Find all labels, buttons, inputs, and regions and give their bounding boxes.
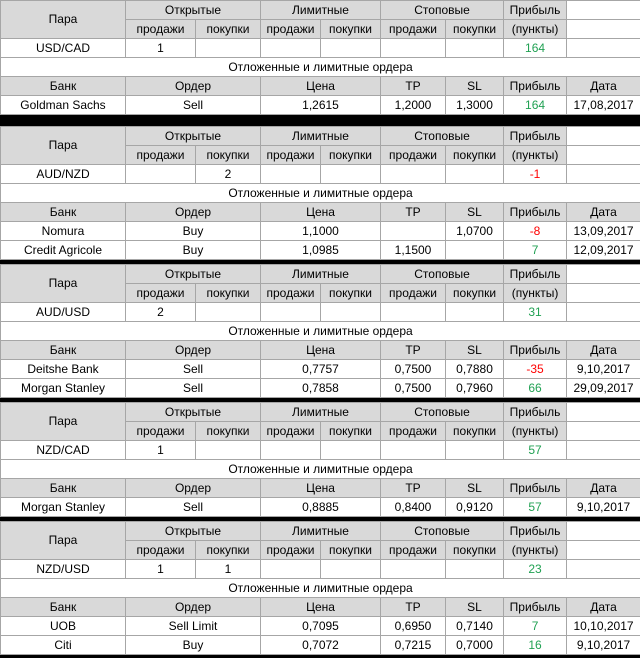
empty-cell: [567, 284, 640, 303]
date-header: Дата: [567, 77, 640, 96]
pending-title-row: [1, 58, 640, 77]
pair-profit: 164: [504, 39, 567, 58]
open-sales: 1: [126, 560, 196, 579]
price-header: Цена: [261, 77, 381, 96]
price-header: Цена: [261, 203, 381, 222]
pair-header: Пара: [1, 265, 126, 303]
buys-subheader: покупки: [196, 541, 261, 560]
order-tp: 0,6950: [381, 617, 446, 636]
open-sales: 1: [126, 39, 196, 58]
order-profit: -8: [504, 222, 567, 241]
stop-header: Стоповые: [381, 265, 504, 284]
empty-cell: [381, 560, 446, 579]
order-row: [1, 222, 640, 241]
open-buys: [196, 441, 261, 460]
price-header: Цена: [261, 598, 381, 617]
orders-header-row: [1, 77, 640, 96]
empty-cell: [567, 560, 640, 579]
bank-header: Банк: [1, 479, 126, 498]
open-sales: [126, 165, 196, 184]
order-profit-header: Прибыль: [504, 203, 567, 222]
order-profit-header: Прибыль: [504, 341, 567, 360]
buys-subheader: покупки: [196, 20, 261, 39]
order-type: Sell: [126, 379, 261, 398]
positions-header-row: [1, 1, 640, 20]
pending-title-row: [1, 184, 640, 203]
pending-title: Отложенные и лимитные ордера: [1, 322, 640, 341]
order-tp: [381, 222, 446, 241]
sl-header: SL: [446, 341, 504, 360]
bank-name: UOB: [1, 617, 126, 636]
empty-cell: [446, 303, 504, 322]
sales-subheader: продажи: [126, 541, 196, 560]
open-buys: 1: [196, 560, 261, 579]
pair-table: [0, 264, 640, 398]
sl-header: SL: [446, 77, 504, 96]
order-sl: [446, 241, 504, 260]
order-type: Sell: [126, 360, 261, 379]
pair-name: NZD/CAD: [1, 441, 126, 460]
empty-cell: [261, 165, 321, 184]
tp-header: TP: [381, 598, 446, 617]
empty-cell: [261, 441, 321, 460]
order-type: Buy: [126, 241, 261, 260]
sales-subheader: продажи: [381, 146, 446, 165]
pending-title: Отложенные и лимитные ордера: [1, 58, 640, 77]
sales-subheader: продажи: [261, 541, 321, 560]
order-header: Ордер: [126, 203, 261, 222]
order-type: Buy: [126, 222, 261, 241]
orders-header-row: [1, 203, 640, 222]
order-date: 9,10,2017: [567, 498, 640, 517]
empty-cell: [567, 541, 640, 560]
empty-cell: [446, 39, 504, 58]
order-header: Ордер: [126, 479, 261, 498]
orders-header-row: [1, 479, 640, 498]
buys-subheader: покупки: [446, 20, 504, 39]
empty-cell: [567, 20, 640, 39]
empty-cell: [567, 165, 640, 184]
bank-name: Morgan Stanley: [1, 379, 126, 398]
empty-cell: [321, 560, 381, 579]
bank-header: Банк: [1, 203, 126, 222]
order-tp: 0,7215: [381, 636, 446, 655]
order-date: 17,08,2017: [567, 96, 640, 115]
positions-header-row: [1, 127, 640, 146]
buys-subheader: покупки: [196, 284, 261, 303]
tp-header: TP: [381, 203, 446, 222]
empty-cell: [261, 303, 321, 322]
pending-title: Отложенные и лимитные ордера: [1, 579, 640, 598]
bank-header: Банк: [1, 598, 126, 617]
order-date: 9,10,2017: [567, 360, 640, 379]
order-sl: 0,7000: [446, 636, 504, 655]
pair-name: AUD/USD: [1, 303, 126, 322]
order-price: 1,0985: [261, 241, 381, 260]
sales-subheader: продажи: [381, 422, 446, 441]
pair-header: Пара: [1, 522, 126, 560]
orders-header-row: [1, 341, 640, 360]
buys-subheader: покупки: [446, 422, 504, 441]
empty-cell: [261, 560, 321, 579]
profit-header: Прибыль: [504, 127, 567, 146]
positions-row: [1, 165, 640, 184]
positions-row: [1, 39, 640, 58]
buys-subheader: покупки: [446, 541, 504, 560]
pending-title: Отложенные и лимитные ордера: [1, 460, 640, 479]
order-profit: 164: [504, 96, 567, 115]
order-type: Sell Limit: [126, 617, 261, 636]
order-price: 0,7757: [261, 360, 381, 379]
sales-subheader: продажи: [381, 20, 446, 39]
sl-header: SL: [446, 203, 504, 222]
pair-table: [0, 0, 640, 115]
order-header: Ордер: [126, 77, 261, 96]
order-profit: 66: [504, 379, 567, 398]
order-profit: 16: [504, 636, 567, 655]
open-header: Открытые: [126, 1, 261, 20]
pair-profit: -1: [504, 165, 567, 184]
tp-header: TP: [381, 479, 446, 498]
date-header: Дата: [567, 598, 640, 617]
open-sales: 2: [126, 303, 196, 322]
limit-header: Лимитные: [261, 403, 381, 422]
order-tp: 0,8400: [381, 498, 446, 517]
order-profit-header: Прибыль: [504, 598, 567, 617]
sl-header: SL: [446, 479, 504, 498]
tp-header: TP: [381, 77, 446, 96]
price-header: Цена: [261, 479, 381, 498]
pending-title: Отложенные и лимитные ордера: [1, 184, 640, 203]
empty-cell: [567, 522, 640, 541]
empty-cell: [567, 127, 640, 146]
order-date: 29,09,2017: [567, 379, 640, 398]
buys-subheader: покупки: [321, 284, 381, 303]
pending-title-row: [1, 460, 640, 479]
positions-header-row: [1, 265, 640, 284]
sales-subheader: продажи: [126, 20, 196, 39]
stop-header: Стоповые: [381, 403, 504, 422]
pair-block: [0, 521, 640, 655]
order-type: Sell: [126, 498, 261, 517]
points-subheader: (пункты): [504, 284, 567, 303]
open-header: Открытые: [126, 265, 261, 284]
pair-name: USD/CAD: [1, 39, 126, 58]
order-row: [1, 617, 640, 636]
sales-subheader: продажи: [381, 541, 446, 560]
empty-cell: [567, 265, 640, 284]
order-sl: 0,7880: [446, 360, 504, 379]
open-header: Открытые: [126, 403, 261, 422]
order-price: 1,1000: [261, 222, 381, 241]
order-tp: 0,7500: [381, 360, 446, 379]
empty-cell: [446, 441, 504, 460]
positions-row: [1, 441, 640, 460]
order-row: [1, 360, 640, 379]
order-row: [1, 241, 640, 260]
order-row: [1, 96, 640, 115]
empty-cell: [567, 403, 640, 422]
sl-header: SL: [446, 598, 504, 617]
points-subheader: (пункты): [504, 422, 567, 441]
bank-name: Credit Agricole: [1, 241, 126, 260]
empty-cell: [381, 39, 446, 58]
sales-subheader: продажи: [261, 422, 321, 441]
order-row: [1, 379, 640, 398]
limit-header: Лимитные: [261, 522, 381, 541]
empty-cell: [567, 441, 640, 460]
order-type: Sell: [126, 96, 261, 115]
buys-subheader: покупки: [446, 284, 504, 303]
empty-cell: [381, 441, 446, 460]
pair-block: [0, 126, 640, 260]
order-profit-header: Прибыль: [504, 479, 567, 498]
pair-profit: 23: [504, 560, 567, 579]
price-header: Цена: [261, 341, 381, 360]
order-sl: 0,9120: [446, 498, 504, 517]
empty-cell: [381, 303, 446, 322]
buys-subheader: покупки: [321, 146, 381, 165]
empty-cell: [321, 165, 381, 184]
stop-header: Стоповые: [381, 522, 504, 541]
order-price: 0,7095: [261, 617, 381, 636]
pair-profit: 31: [504, 303, 567, 322]
limit-header: Лимитные: [261, 265, 381, 284]
order-header: Ордер: [126, 598, 261, 617]
positions-header-row: [1, 522, 640, 541]
profit-header: Прибыль: [504, 403, 567, 422]
sales-subheader: продажи: [261, 20, 321, 39]
profit-header: Прибыль: [504, 522, 567, 541]
order-row: [1, 498, 640, 517]
order-tp: 0,7500: [381, 379, 446, 398]
pair-block: [0, 264, 640, 398]
order-profit: 7: [504, 617, 567, 636]
order-tp: 1,1500: [381, 241, 446, 260]
bank-name: Morgan Stanley: [1, 498, 126, 517]
order-profit: 57: [504, 498, 567, 517]
pair-profit: 57: [504, 441, 567, 460]
bank-name: Citi: [1, 636, 126, 655]
stop-header: Стоповые: [381, 127, 504, 146]
order-sl: 0,7960: [446, 379, 504, 398]
sales-subheader: продажи: [261, 146, 321, 165]
pair-header: Пара: [1, 127, 126, 165]
order-sl: 1,0700: [446, 222, 504, 241]
order-price: 0,8885: [261, 498, 381, 517]
order-date: 13,09,2017: [567, 222, 640, 241]
pair-name: NZD/USD: [1, 560, 126, 579]
pending-title-row: [1, 579, 640, 598]
buys-subheader: покупки: [196, 422, 261, 441]
points-subheader: (пункты): [504, 541, 567, 560]
buys-subheader: покупки: [196, 146, 261, 165]
empty-cell: [567, 39, 640, 58]
empty-cell: [567, 303, 640, 322]
buys-subheader: покупки: [321, 541, 381, 560]
sales-subheader: продажи: [261, 284, 321, 303]
bank-name: Deitshe Bank: [1, 360, 126, 379]
tp-header: TP: [381, 341, 446, 360]
order-header: Ордер: [126, 341, 261, 360]
buys-subheader: покупки: [446, 146, 504, 165]
pair-table: [0, 402, 640, 517]
empty-cell: [321, 303, 381, 322]
empty-cell: [321, 441, 381, 460]
order-date: 9,10,2017: [567, 636, 640, 655]
pair-table: [0, 126, 640, 260]
open-header: Открытые: [126, 522, 261, 541]
empty-cell: [261, 39, 321, 58]
pair-header: Пара: [1, 1, 126, 39]
pair-table: [0, 521, 640, 655]
empty-cell: [567, 1, 640, 20]
empty-cell: [567, 422, 640, 441]
sales-subheader: продажи: [126, 146, 196, 165]
open-sales: 1: [126, 441, 196, 460]
open-header: Открытые: [126, 127, 261, 146]
sales-subheader: продажи: [126, 284, 196, 303]
positions-header-row: [1, 403, 640, 422]
bank-name: Goldman Sachs: [1, 96, 126, 115]
stop-header: Стоповые: [381, 1, 504, 20]
open-buys: [196, 39, 261, 58]
positions-row: [1, 560, 640, 579]
pair-header: Пара: [1, 403, 126, 441]
profit-header: Прибыль: [504, 265, 567, 284]
buys-subheader: покупки: [321, 422, 381, 441]
bank-header: Банк: [1, 341, 126, 360]
profit-header: Прибыль: [504, 1, 567, 20]
limit-header: Лимитные: [261, 127, 381, 146]
limit-header: Лимитные: [261, 1, 381, 20]
positions-row: [1, 303, 640, 322]
bank-name: Nomura: [1, 222, 126, 241]
buys-subheader: покупки: [321, 20, 381, 39]
points-subheader: (пункты): [504, 20, 567, 39]
pair-block: [0, 402, 640, 517]
order-tp: 1,2000: [381, 96, 446, 115]
empty-cell: [381, 165, 446, 184]
order-profit: 7: [504, 241, 567, 260]
sales-subheader: продажи: [126, 422, 196, 441]
date-header: Дата: [567, 203, 640, 222]
points-subheader: (пункты): [504, 146, 567, 165]
empty-cell: [321, 39, 381, 58]
order-profit-header: Прибыль: [504, 77, 567, 96]
pair-name: AUD/NZD: [1, 165, 126, 184]
bank-header: Банк: [1, 77, 126, 96]
order-price: 0,7072: [261, 636, 381, 655]
empty-cell: [567, 146, 640, 165]
order-profit: -35: [504, 360, 567, 379]
order-sl: 1,3000: [446, 96, 504, 115]
open-buys: 2: [196, 165, 261, 184]
order-row: [1, 636, 640, 655]
order-price: 1,2615: [261, 96, 381, 115]
pair-block: [0, 0, 640, 115]
orders-header-row: [1, 598, 640, 617]
empty-cell: [446, 560, 504, 579]
pending-title-row: [1, 322, 640, 341]
open-buys: [196, 303, 261, 322]
date-header: Дата: [567, 341, 640, 360]
order-type: Buy: [126, 636, 261, 655]
order-price: 0,7858: [261, 379, 381, 398]
order-date: 10,10,2017: [567, 617, 640, 636]
order-sl: 0,7140: [446, 617, 504, 636]
empty-cell: [446, 165, 504, 184]
date-header: Дата: [567, 479, 640, 498]
order-date: 12,09,2017: [567, 241, 640, 260]
sales-subheader: продажи: [381, 284, 446, 303]
